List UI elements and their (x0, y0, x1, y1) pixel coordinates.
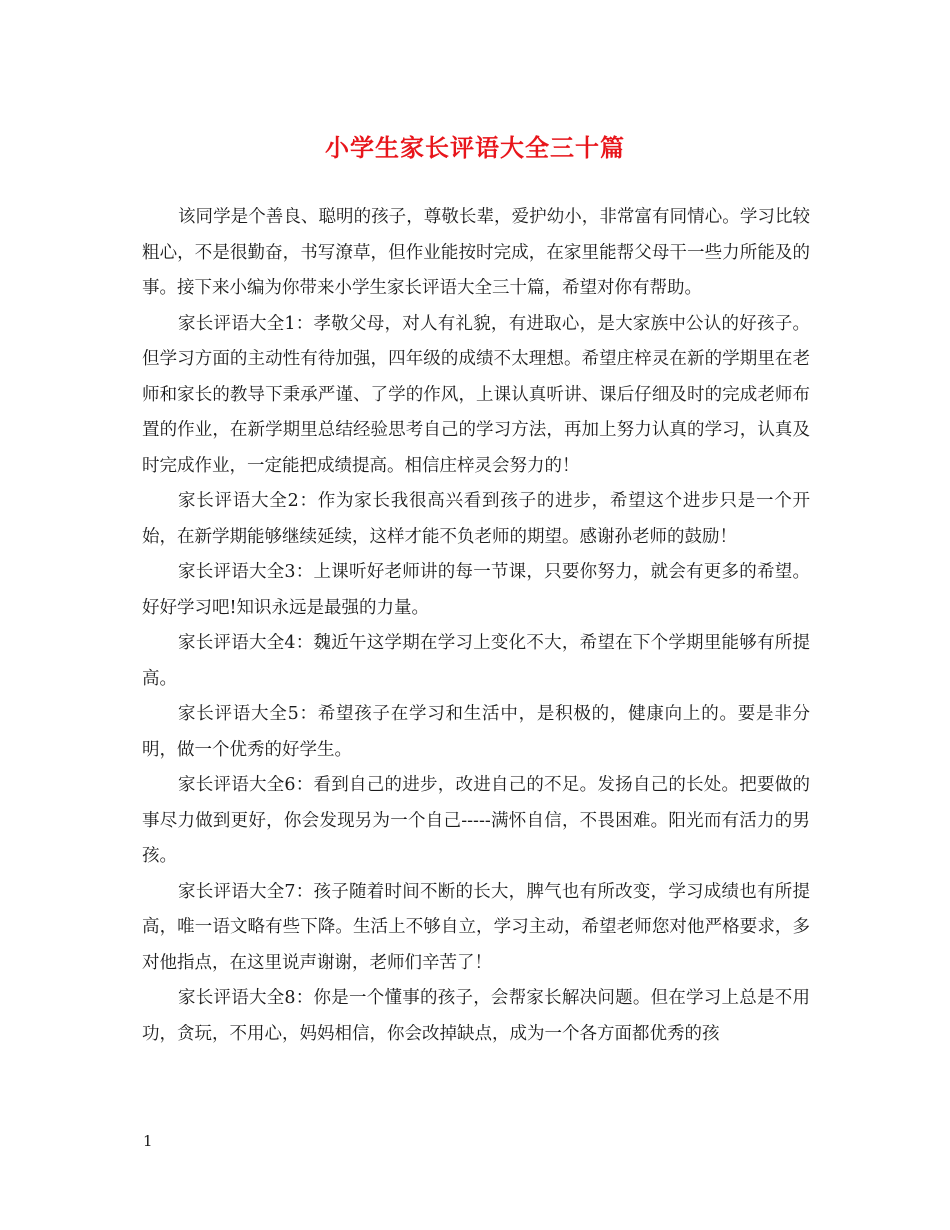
paragraph-comment-5: 家长评语大全5：希望孩子在学习和生活中，是积极的，健康向上的。要是非分明，做一个优秀的好学生。 (142, 704, 810, 760)
paragraph-comment-6: 家长评语大全6：看到自己的进步，改进自己的不足。发扬自己的长处。把要做的事尽力做到更好，你会发现另为一个自己-----满怀自信，不畏困难。阳光而有活力的男孩。 (142, 775, 810, 866)
paragraph-comment-2: 家长评语大全2：作为家长我很高兴看到孩子的进步，希望这个进步只是一个开始，在新学期能够继续延续，这样才能不负老师的期望。感谢孙老师的鼓励！ (142, 491, 810, 547)
paragraph-intro: 该同学是个善良、聪明的孩子，尊敬长辈，爱护幼小，非常富有同情心。学习比较粗心，不是很勤奋，书写潦草，但作业能按时完成，在家里能帮父母干一些力所能及的事。接下来小编为你带来小学生家长评语大全三十篇，希望对你有帮助。 (142, 207, 810, 298)
document-body (142, 200, 810, 1052)
paragraph-comment-8: 家长评语大全8：你是一个懂事的孩子，会帮家长解决问题。但在学习上总是不用功，贪玩，不用心，妈妈相信，你会改掉缺点，成为一个各方面都优秀的孩 (142, 988, 810, 1044)
paragraph-comment-3: 家长评语大全3：上课听好老师讲的每一节课，只要你努力，就会有更多的希望。好好学习吧!知识永远是最强的力量。 (142, 562, 810, 618)
paragraph-comment-4: 家长评语大全4：魏近午这学期在学习上变化不大，希望在下个学期里能够有所提高。 (142, 633, 810, 689)
document-title: 小学生家长评语大全三十篇 (325, 133, 625, 162)
paragraph-comment-7: 家长评语大全7：孩子随着时间不断的长大，脾气也有所改变，学习成绩也有所提高，唯一语文略有些下降。生活上不够自立，学习主动，希望老师您对他严格要求，多对他指点，在这里说声谢谢，老师们辛苦了！ (142, 881, 810, 973)
paragraph-comment-1: 家长评语大全1：孝敬父母，对人有礼貌，有进取心，是大家族中公认的好孩子。但学习方面的主动性有待加强，四年级的成绩不太理想。希望庄梓灵在新的学期里在老师和家长的教导下秉承严谨、了学的作风，上课认真听讲、课后仔细及时的完成老师布置的作业，在新学期里总结经验思考自己的学习方法，再加上努力认真的学习，认真及时完成作业，一定能把成绩提高。相信庄梓灵会努力的！ (142, 313, 810, 476)
page-number: 1 (143, 1132, 153, 1150)
